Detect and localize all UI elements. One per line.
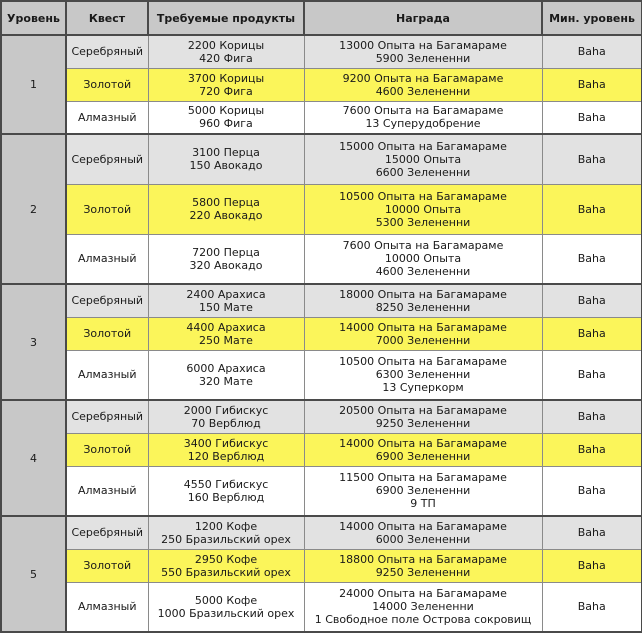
header-level: Уровень xyxy=(1,1,66,35)
products-cell xyxy=(148,350,304,400)
products-cell xyxy=(148,466,304,516)
product-line: 320 Авокадо xyxy=(189,258,263,272)
reward-line: 10000 Опыта xyxy=(384,252,462,266)
table-row xyxy=(1,549,642,582)
product-line: 5000 Кофе xyxy=(194,593,258,607)
min-level-cell: Baha xyxy=(542,68,642,101)
reward-line: 13000 Опыта на Багамараме xyxy=(339,38,507,52)
product-line: 5000 Корицы xyxy=(187,104,265,118)
reward-line: 9200 Опыта на Багамараме xyxy=(342,71,504,85)
products-cell xyxy=(148,400,304,433)
level-cell: 3 xyxy=(1,284,66,400)
table-body xyxy=(1,35,642,632)
product-line: 1200 Кофе xyxy=(194,519,258,533)
min-level-cell: Baha xyxy=(542,134,642,184)
table-row xyxy=(1,68,642,101)
min-level-cell: Baha xyxy=(542,35,642,68)
quest-cell: Серебряный xyxy=(66,400,148,433)
reward-cell xyxy=(304,35,542,68)
reward-line: 13 Суперудобрение xyxy=(365,117,481,131)
reward-line: 14000 Опыта на Багамараме xyxy=(339,519,507,533)
reward-cell xyxy=(304,466,542,516)
reward-line: 7600 Опыта на Багамараме xyxy=(342,104,504,118)
reward-cell xyxy=(304,317,542,350)
reward-line: 10000 Опыта xyxy=(384,202,462,216)
reward-cell xyxy=(304,184,542,234)
quest-cell: Серебряный xyxy=(66,284,148,317)
reward-cell xyxy=(304,549,542,582)
reward-line: 24000 Опыта на Багамараме xyxy=(339,587,507,601)
reward-line: 11500 Опыта на Багамараме xyxy=(339,471,507,485)
quest-cell: Алмазный xyxy=(66,234,148,284)
products-cell xyxy=(148,134,304,184)
reward-line: 18800 Опыта на Багамараме xyxy=(339,552,507,566)
reward-cell xyxy=(304,284,542,317)
product-line: 720 Фига xyxy=(199,84,253,98)
table-row xyxy=(1,466,642,516)
table-row xyxy=(1,350,642,400)
reward-line: 18000 Опыта на Багамараме xyxy=(339,287,507,301)
products-cell xyxy=(148,317,304,350)
products-cell xyxy=(148,516,304,549)
reward-line: 1 Свободное поле Острова сокровищ xyxy=(314,613,532,627)
min-level-cell: Baha xyxy=(542,466,642,516)
reward-cell xyxy=(304,516,542,549)
quest-cell: Золотой xyxy=(66,317,148,350)
reward-cell xyxy=(304,101,542,134)
products-cell xyxy=(148,68,304,101)
quest-cell: Серебряный xyxy=(66,516,148,549)
quest-cell: Золотой xyxy=(66,549,148,582)
min-level-cell: Baha xyxy=(542,284,642,317)
products-cell xyxy=(148,35,304,68)
product-line: 150 Мате xyxy=(199,300,253,314)
table-row xyxy=(1,400,642,433)
reward-line: 6300 Зелененни xyxy=(375,368,471,382)
min-level-cell: Baha xyxy=(542,234,642,284)
reward-cell xyxy=(304,400,542,433)
min-level-cell: Baha xyxy=(542,184,642,234)
quest-cell: Алмазный xyxy=(66,350,148,400)
quest-cell: Серебряный xyxy=(66,134,148,184)
product-line: 70 Верблюд xyxy=(191,416,261,430)
product-line: 250 Мате xyxy=(199,333,253,347)
table-row xyxy=(1,134,642,184)
header-products: Требуемые продукты xyxy=(148,1,304,35)
reward-line: 6600 Зелененни xyxy=(375,165,471,179)
reward-line: 6000 Зелененни xyxy=(375,532,471,546)
table-row xyxy=(1,234,642,284)
level-cell: 4 xyxy=(1,400,66,516)
reward-cell xyxy=(304,350,542,400)
reward-cell xyxy=(304,234,542,284)
products-cell xyxy=(148,184,304,234)
level-cell: 1 xyxy=(1,35,66,134)
level-cell: 2 xyxy=(1,134,66,284)
reward-line: 10500 Опыта на Багамараме xyxy=(339,355,507,369)
header-reward: Награда xyxy=(304,1,542,35)
product-line: 120 Верблюд xyxy=(187,449,265,463)
quest-cell: Золотой xyxy=(66,433,148,466)
reward-line: 14000 Опыта на Багамараме xyxy=(339,320,507,334)
reward-line: 7000 Зелененни xyxy=(375,333,471,347)
min-level-cell: Baha xyxy=(542,549,642,582)
product-line: 3700 Корицы xyxy=(187,71,265,85)
reward-line: 8250 Зелененни xyxy=(375,300,471,314)
table-row xyxy=(1,317,642,350)
table-row xyxy=(1,184,642,234)
header-row xyxy=(1,1,642,35)
reward-line: 9250 Зелененни xyxy=(375,416,471,430)
product-line: 250 Бразильский орех xyxy=(161,532,291,546)
min-level-cell: Baha xyxy=(542,433,642,466)
product-line: 6000 Арахиса xyxy=(186,361,266,375)
min-level-cell: Baha xyxy=(542,317,642,350)
products-cell xyxy=(148,549,304,582)
products-cell xyxy=(148,101,304,134)
reward-line: 13 Суперкорм xyxy=(382,381,464,395)
table-row xyxy=(1,516,642,549)
reward-line: 4600 Зелененни xyxy=(375,265,471,279)
header-min-level: Мин. уровень xyxy=(542,1,642,35)
table-row xyxy=(1,35,642,68)
reward-line: 5300 Зелененни xyxy=(375,215,471,229)
product-line: 2950 Кофе xyxy=(194,552,258,566)
products-cell xyxy=(148,582,304,632)
product-line: 150 Авокадо xyxy=(189,159,263,173)
quest-cell: Алмазный xyxy=(66,466,148,516)
quest-cell: Алмазный xyxy=(66,101,148,134)
quest-cell: Золотой xyxy=(66,68,148,101)
table-row xyxy=(1,433,642,466)
product-line: 3400 Гибискус xyxy=(183,436,269,450)
reward-line: 9 ТП xyxy=(410,497,436,511)
product-line: 960 Фига xyxy=(199,117,253,131)
quest-cell: Золотой xyxy=(66,184,148,234)
header-quest: Квест xyxy=(66,1,148,35)
product-line: 420 Фига xyxy=(199,51,253,65)
min-level-cell: Baha xyxy=(542,516,642,549)
min-level-cell: Baha xyxy=(542,400,642,433)
product-line: 320 Мате xyxy=(199,374,253,388)
product-line: 220 Авокадо xyxy=(189,209,263,222)
product-line: 3100 Перца xyxy=(192,146,260,160)
table-row xyxy=(1,101,642,134)
reward-line: 10500 Опыта на Багамараме xyxy=(339,189,507,203)
reward-line: 7600 Опыта на Багамараме xyxy=(342,239,504,253)
reward-cell xyxy=(304,68,542,101)
quest-cell: Алмазный xyxy=(66,582,148,632)
level-cell: 5 xyxy=(1,516,66,632)
min-level-cell: Baha xyxy=(542,101,642,134)
product-line: 550 Бразильский орех xyxy=(161,565,291,579)
reward-line: 15000 Опыта xyxy=(384,152,462,166)
quest-cell: Серебряный xyxy=(66,35,148,68)
table-row xyxy=(1,582,642,632)
product-line: 2200 Корицы xyxy=(187,38,265,52)
reward-line: 14000 Зелененни xyxy=(372,600,474,614)
product-line: 2000 Гибискус xyxy=(183,403,269,417)
reward-cell xyxy=(304,134,542,184)
reward-line: 20500 Опыта на Багамараме xyxy=(339,403,507,417)
reward-line: 9250 Зелененни xyxy=(375,565,471,579)
products-cell xyxy=(148,234,304,284)
reward-cell xyxy=(304,433,542,466)
product-line: 1000 Бразильский орех xyxy=(157,606,295,620)
product-line: 2400 Арахиса xyxy=(186,287,266,301)
reward-line: 6900 Зелененни xyxy=(375,449,471,463)
min-level-cell: Baha xyxy=(542,582,642,632)
min-level-cell: Baha xyxy=(542,350,642,400)
reward-line: 5900 Зелененни xyxy=(375,51,471,65)
product-line: 4550 Гибискус xyxy=(183,477,269,491)
reward-line: 14000 Опыта на Багамараме xyxy=(339,436,507,450)
product-line: 160 Верблюд xyxy=(187,490,265,504)
reward-cell xyxy=(304,582,542,632)
product-line: 4400 Арахиса xyxy=(186,320,266,334)
reward-line: 6900 Зелененни xyxy=(375,484,471,498)
table-row xyxy=(1,284,642,317)
reward-line: 4600 Зелененни xyxy=(375,84,471,98)
product-line: 7200 Перца xyxy=(192,245,260,259)
product-line: 5800 Перца xyxy=(192,196,260,209)
reward-line: 15000 Опыта на Багамараме xyxy=(339,139,507,153)
products-cell xyxy=(148,284,304,317)
products-cell xyxy=(148,433,304,466)
